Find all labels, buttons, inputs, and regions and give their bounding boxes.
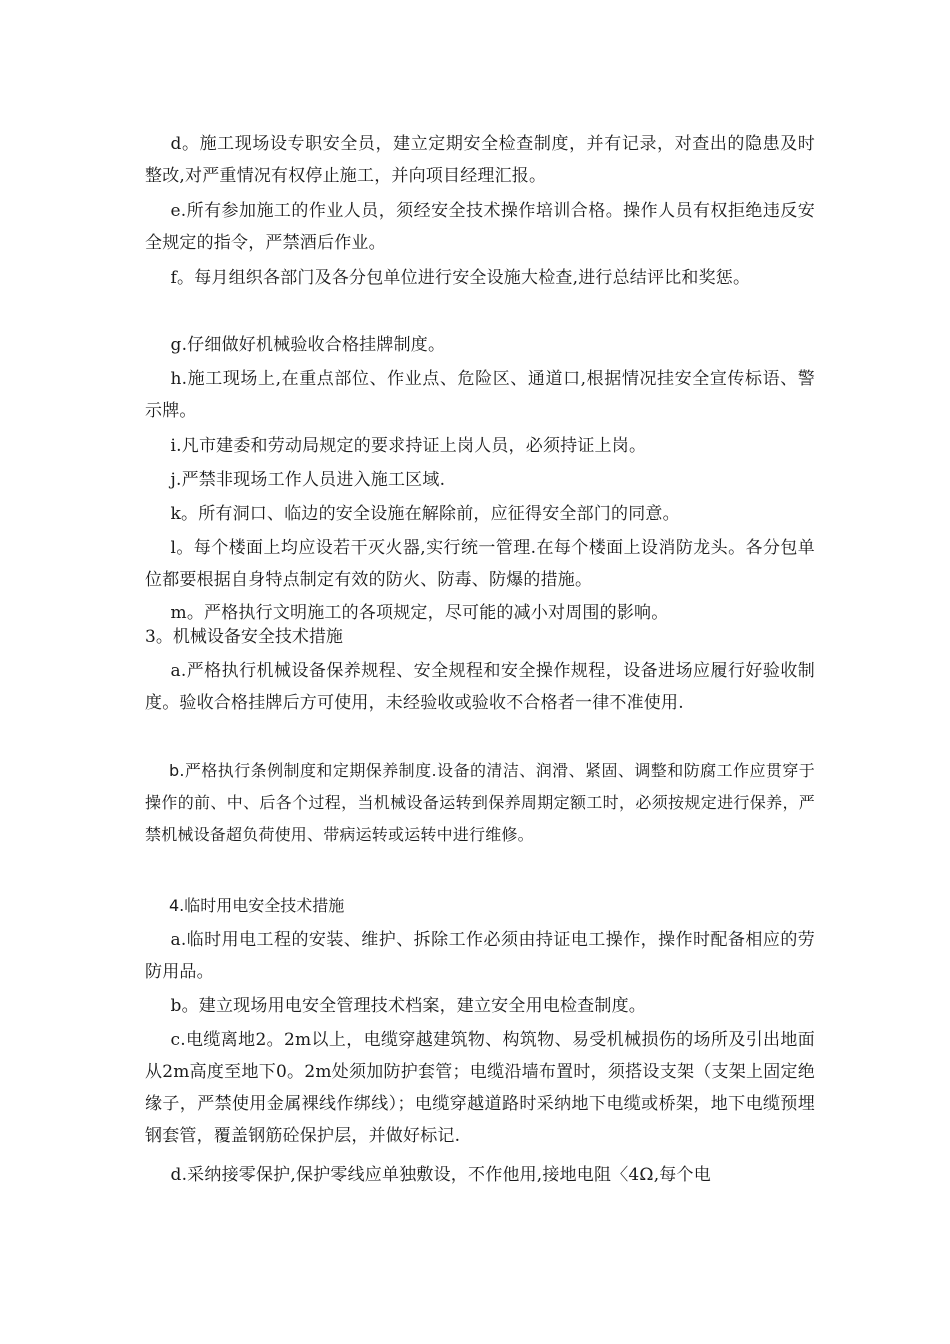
paragraph-m: m。严格执行文明施工的各项规定，尽可能的减小对周围的影响。 <box>170 603 669 623</box>
section-4-paragraph-a: a.临时用电工程的安装、维护、拆除工作必须由持证电工操作，操作时配备相应的劳防用品。 <box>145 930 815 982</box>
paragraph-d: d。施工现场设专职安全员，建立定期安全检查制度，并有记录，对查出的隐患及时整改,对严重情况有权停止施工，并向项目经理汇报。 <box>145 134 815 186</box>
section-4-paragraph-c: c.电缆离地2。2m以上，电缆穿越建筑物、构筑物、易受机械损伤的场所及引出地面从2m高度至地下0。2m处须加防护套管；电缆沿墙布置时，须搭设支架（支架上固定绝缘子，严禁使用金属裸线作绑线）；电缆穿越道路时采纳地下电缆或桥架，地下电缆预埋钢套管，覆盖钢筋砼保护层，并做好标记. <box>145 1030 815 1146</box>
paragraph-e: e.所有参加施工的作业人员，须经安全技术操作培训合格。操作人员有权拒绝违反安全规定的指令，严禁酒后作业。 <box>145 201 815 253</box>
section-4-paragraph-d: d.采纳接零保护,保护零线应单独敷设，不作他用,接地电阻〈4Ω,每个电 <box>170 1165 711 1185</box>
paragraph-l: l。每个楼面上均应设若干灭火器,实行统一管理.在每个楼面上设消防龙头。各分包单位都要根据自身特点制定有效的防火、防毒、防爆的措施。 <box>145 538 815 590</box>
section-4-heading: 4.临时用电安全技术措施 <box>169 896 345 915</box>
section-3-paragraph-a: a.严格执行机械设备保养规程、安全规程和安全操作规程，设备进场应履行好验收制度。验收合格挂牌后方可使用，未经验收或验收不合格者一律不准使用. <box>145 661 815 713</box>
section-3-paragraph-b: b.严格执行条例制度和定期保养制度.设备的清洁、润滑、紧固、调整和防腐工作应贯穿于操作的前、中、后各个过程，当机械设备运转到保养周期定额工时，必须按规定进行保养，严禁机械设备超负荷使用、带病运转或运转中进行维修。 <box>145 761 815 844</box>
paragraph-g: g.仔细做好机械验收合格挂牌制度。 <box>170 335 446 355</box>
paragraph-k: k。所有洞口、临边的安全设施在解除前，应征得安全部门的同意。 <box>170 504 680 524</box>
paragraph-j: j.严禁非现场工作人员进入施工区域. <box>170 470 446 490</box>
paragraph-h: h.施工现场上,在重点部位、作业点、危险区、通道口,根据情况挂安全宣传标语、警示牌。 <box>145 369 815 421</box>
paragraph-f: f。每月组织各部门及各分包单位进行安全设施大检查,进行总结评比和奖惩。 <box>170 268 751 288</box>
paragraph-i: i.凡市建委和劳动局规定的要求持证上岗人员，必须持证上岗。 <box>170 436 647 456</box>
section-4-paragraph-b: b。建立现场用电安全管理技术档案，建立安全用电检查制度。 <box>170 996 646 1016</box>
section-3-heading: 3。机械设备安全技术措施 <box>145 627 343 647</box>
